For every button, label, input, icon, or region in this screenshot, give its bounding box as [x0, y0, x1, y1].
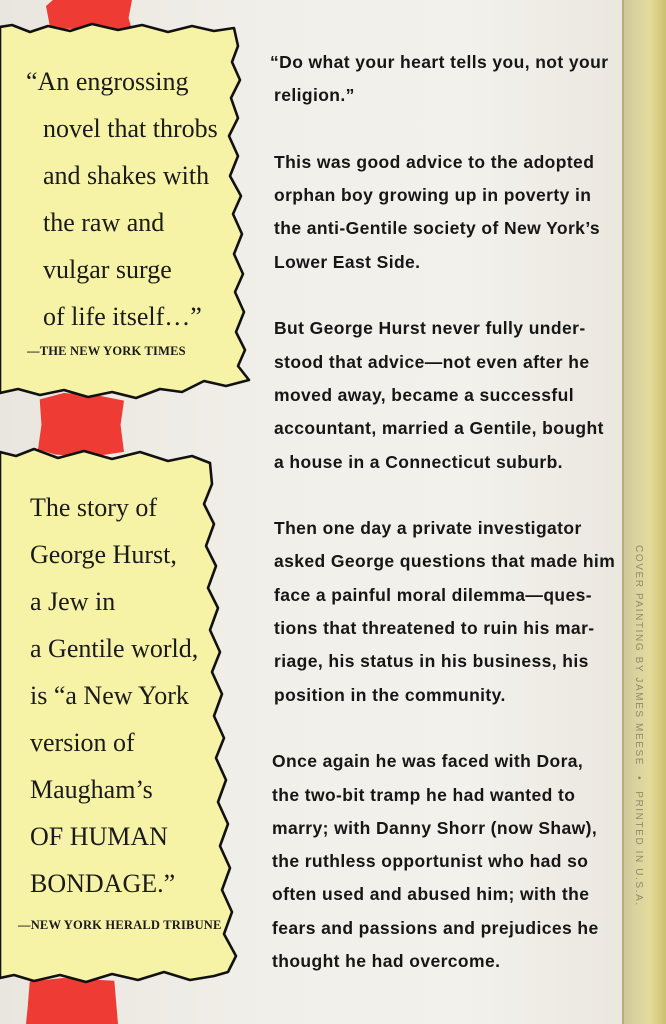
blurb-line: thought he had overcome. [272, 951, 501, 972]
blurb-line: the ruthless opportunist who had so [272, 851, 589, 872]
blurb-line: tions that threatened to ruin his mar- [274, 618, 595, 639]
blurb-line: orphan boy growing up in poverty in [274, 185, 592, 206]
blurb-line: This was good advice to the adopted [274, 151, 595, 172]
quote-line: “An engrossing [26, 67, 189, 96]
blurb-line: the two-bit tramp he had wanted to [272, 784, 576, 805]
blurb-line: Lower East Side. [274, 251, 421, 272]
quote-source-herald-tribune: —NEW YORK HERALD TRIBUNE [18, 918, 222, 932]
quote-line: is “a New York [30, 681, 189, 710]
blurb-line: “Do what your heart tells you, not your [270, 52, 609, 72]
blurb-line: Once again he was faced with Dora, [272, 751, 584, 772]
blurb-line: religion.” [274, 85, 355, 106]
quote-line: the raw and [43, 208, 165, 237]
quote-line: OF HUMAN [30, 822, 168, 851]
review-quote-herald-tribune [30, 484, 235, 907]
blurb-line: But George Hurst never fully under- [274, 318, 586, 339]
printed-in-usa: PRINTED IN U.S.A. [633, 791, 644, 907]
quote-line: vulgar surge [43, 255, 172, 284]
quote-source-nyt: —THE NEW YORK TIMES [27, 344, 186, 358]
quote-line: and shakes with [43, 161, 210, 190]
blurb-line: face a painful moral dilemma—ques- [274, 584, 592, 605]
quote-line: a Gentile world, [30, 634, 199, 663]
blurb-line: accountant, married a Gentile, bought [274, 418, 604, 439]
blurb-line: Then one day a private investigator [274, 518, 582, 539]
blurb-line: riage, his status in his business, his [274, 651, 589, 672]
review-quote-nyt [26, 58, 241, 340]
cover-painting-credit: COVER PAINTING BY JAMES MEESE [633, 545, 644, 767]
blurb-line: the anti-Gentile society of New York’s [274, 218, 601, 239]
quote-line: BONDAGE.” [30, 869, 176, 898]
blurb-line: marry; with Danny Shorr (now Shaw), [272, 817, 598, 838]
quote-line: version of [30, 728, 135, 757]
blurb-line: stood that advice—not even after he [274, 351, 590, 372]
blurb-line: asked George questions that made him [274, 551, 616, 572]
quote-line: George Hurst, [30, 540, 177, 569]
quote-line: The story of [30, 493, 158, 522]
book-spine-edge [622, 0, 666, 1024]
quote-line: Maugham’s [30, 775, 153, 804]
blurb-line: often used and abused him; with the [272, 884, 590, 905]
quote-line: novel that throbs [43, 114, 218, 143]
spine-credits: COVER PAINTING BY JAMES MEESE•PRINTED IN U.S.A. [633, 545, 644, 907]
quote-line: of life itself…” [43, 302, 202, 331]
blurb-line: a house in a Connecticut suburb. [274, 451, 563, 472]
quote-line: a Jew in [30, 587, 116, 616]
blurb-text [270, 46, 616, 978]
blurb-line: moved away, became a successful [274, 384, 575, 405]
blurb-line: position in the community. [274, 684, 506, 705]
blurb-line: fears and passions and prejudices he [272, 917, 599, 938]
